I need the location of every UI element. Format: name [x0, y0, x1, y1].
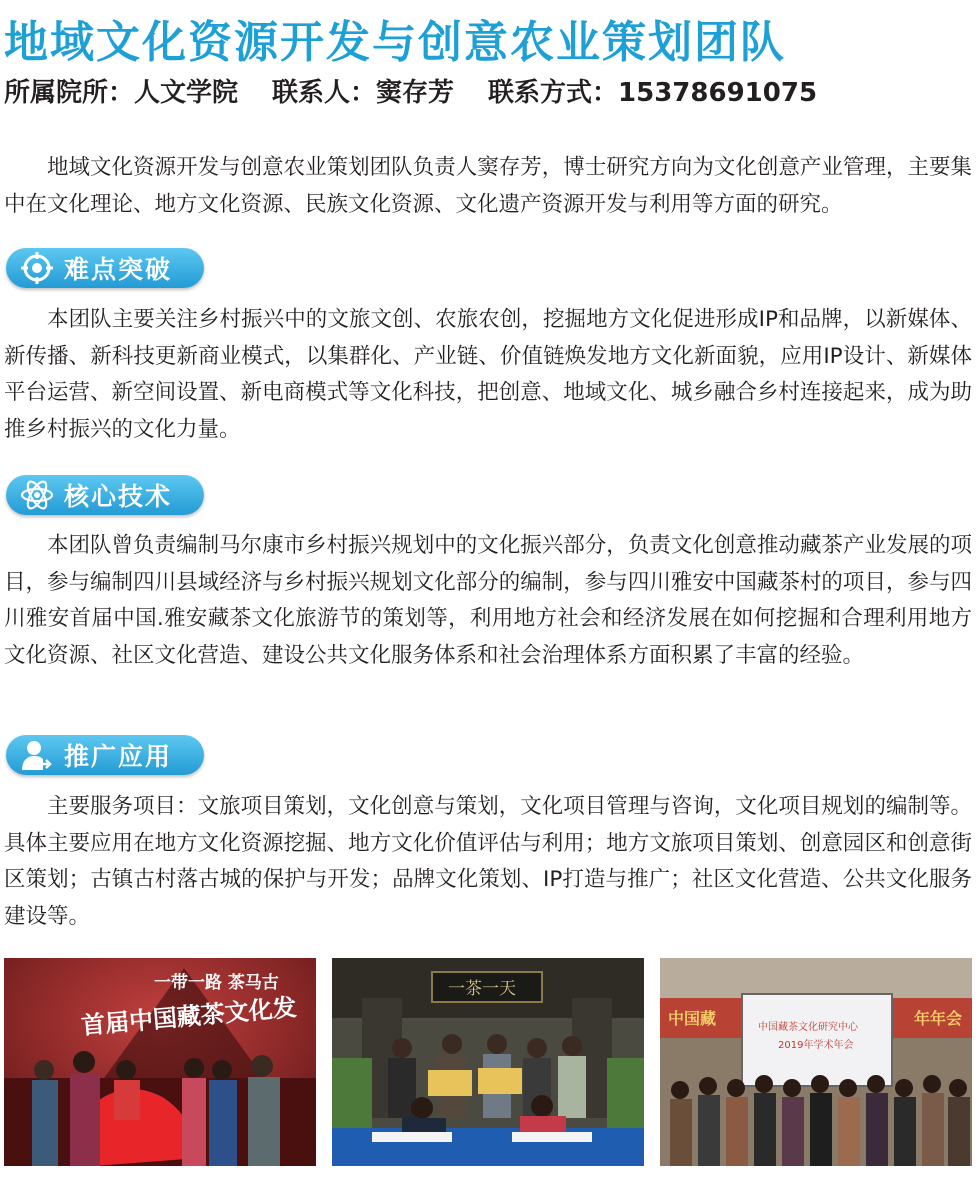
photo3-screen-line2: 2019年学术年会 [778, 1040, 854, 1051]
team-meta [4, 72, 817, 109]
photo1-banner-main: 首届中国藏茶文化发 [79, 992, 298, 1040]
phone-label: 联系方式：15378691075 [488, 78, 818, 108]
section-tab-core-tech [6, 475, 204, 515]
photo3-screen-line1: 中国藏茶文化研究中心 [758, 1022, 858, 1033]
photo1-banner-top: 一带一路 茶马古 [154, 973, 279, 993]
intro-paragraph: 地域文化资源开发与创意农业策划团队负责人窦存芳，博士研究方向为文化创意产业管理，主要集中在文化理论、地方文化资源、民族文化资源、文化遗产资源开发与利用等方面的研究。 [4, 155, 972, 217]
photo-signing-ceremony [332, 958, 644, 1166]
section-label: 推广应用 [64, 742, 173, 771]
person-share-icon [20, 738, 54, 772]
atom-icon [20, 478, 54, 512]
section-label: 核心技术 [64, 482, 173, 511]
photo2-plaque: 一茶一天 [448, 979, 516, 999]
section-label: 难点突破 [64, 255, 173, 284]
photo3-banner-left: 中国藏 [668, 1009, 717, 1028]
section-tab-application [6, 735, 204, 775]
page-title: 地域文化资源开发与创意农业策划团队 [4, 17, 786, 68]
section-body-application: 主要服务项目：文旅项目策划，文化创意与策划，文化项目管理与咨询，文化项目规划的编制等。具体主要应用在地方文化资源挖掘、地方文化价值评估与利用；地方文旅项目策划、创意园区和创意街区策划；古镇古村落古城的保护与开发；品牌文化策划、IP打造与推广；社区文化营造、公共文化服务建设等。 [4, 794, 972, 929]
photo3-banner-right: 年年会 [914, 1009, 963, 1028]
section-tab-difficulty [6, 248, 204, 288]
photo-tea-festival [4, 958, 316, 1166]
target-icon [20, 251, 54, 285]
photo-academic-meeting [660, 958, 972, 1166]
institute-label: 所属院所：人文学院 [4, 78, 239, 108]
contact-label: 联系人：窦存芳 [272, 78, 455, 108]
section-body-core-tech: 本团队曾负责编制马尔康市乡村振兴规划中的文化振兴部分，负责文化创意推动藏茶产业发展的项目，参与编制四川县域经济与乡村振兴规划文化部分的编制，参与四川雅安中国藏茶村的项目，参与四川雅安首届中国.雅安藏茶文化旅游节的策划等，利用地方社会和经济发展在如何挖掘和合理利用地方文化资源、社区文化营造、建设公共文化服务体系和社会治理体系方面积累了丰富的经验。 [4, 533, 972, 668]
section-body-difficulty: 本团队主要关注乡村振兴中的文旅文创、农旅农创，挖掘地方文化促进形成IP和品牌，以新媒体、新传播、新科技更新商业模式，以集群化、产业链、价值链焕发地方文化新面貌，应用IP设计、新媒体平台运营、新空间设置、新电商模式等文化科技，把创意、地域文化、城乡融合乡村连接起来，成为助推乡村振兴的文化力量。 [4, 307, 972, 442]
